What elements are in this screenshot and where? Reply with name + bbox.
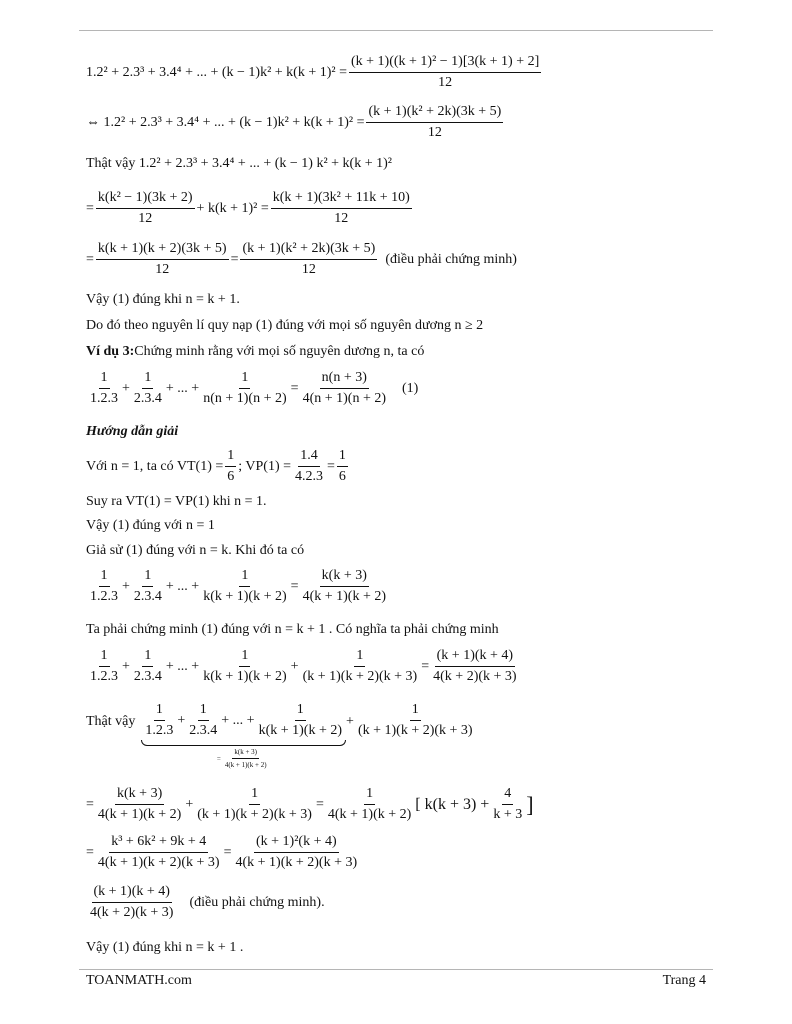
equation-line-4: = $\frac{\text{k(k² − 1)(3k + 2)}}{12}$ + k(k + 1)² = $\frac{\text{k(k + 1)(3k² + 11k + 10)}}{12}$: [86, 190, 410, 226]
footer-site: TOANMATH.com: [86, 973, 192, 988]
equation-tag: (1): [402, 380, 419, 396]
equation-line-17: $\frac{1}{1.2.3}$ + $\frac{1}{2.3.4}$ + ... + $\frac{1}{k(k + 1)(k + 2)}$ + $\frac{1}{(k + 1)(k + 2)(k + 3)}$ = $\frac{(k + 1)(k + 4)}{4(k + 2)(k + 3)}$: [90, 648, 517, 684]
fraction: $\frac{\text{k(k + 1)(3k² + 11k + 10)}}{12}$: [272, 190, 410, 226]
equation-line-21: $\frac{(k + 1)(k + 4)}{4(k + 2)(k + 3)}$ (điều phải chứng minh).: [90, 884, 325, 920]
equation-line-18: Thật vậy $\frac{1}{1.2.3}$ + $\frac{1}{2.3.4}$ + ... + $\frac{1}{k(k + 1)(k + 2)}$ = $\frac{k(k + 3)}{4(k + 1)(k + 2)}$ + $\frac{1}{(k + 1)(k + 2)(k + 3)}$: [86, 702, 473, 769]
example-heading: Ví dụ 3: Chứng minh rằng với mọi số nguyên dương n, ta có: [86, 344, 425, 359]
underbrace: [141, 740, 346, 746]
footer-rule: [79, 969, 713, 970]
text-line-14: Giả sử (1) đúng với n = k. Khi đó ta có: [86, 543, 305, 558]
text-line-6: Vậy (1) đúng khi n = k + 1.: [86, 292, 240, 307]
text-line-22: Vậy (1) đúng khi n = k + 1 .: [86, 940, 244, 955]
equation-line-19: = $\frac{k(k + 3)}{4(k + 1)(k + 2)}$ + $\frac{1}{(k + 1)(k + 2)(k + 3)}$ = $\frac{1}{4(k + 1)(k + 2)}$ [ k(k + 3) + $\frac{4}{k + 3}$ ]: [86, 786, 534, 822]
equation-line-2: [86, 104, 505, 141]
equation-line-1: [86, 54, 543, 91]
fraction: $\frac{\text{k(k² − 1)(3k + 2)}}{12}$: [97, 190, 193, 226]
text-line-3: Thật vậy 1.2² + 2.3³ + 3.4⁴ + ... + (k − 1) k² + k(k + 1)²: [86, 156, 392, 171]
fraction: $\frac{\text{(k + 1)((k + 1)² − 1)[3(k + 1) + 2]}}{12}$: [350, 54, 540, 90]
fraction: $\frac{\text{(k + 1)(k² + 2k)(3k + 5)}}{12}$: [368, 104, 502, 140]
equation-line-9: $\frac{1}{1.2.3}$ + $\frac{1}{2.3.4}$ + ... + $\frac{1}{n(n + 1)(n + 2)}$ = $\frac{n(n + 3)}{4(n + 1)(n + 2)}$ (1): [90, 370, 419, 406]
equation-line-5: = $\frac{k(k + 1)(k + 2)(3k + 5)}{12}$ = $\frac{\text{(k + 1)(k² + 2k)(3k + 5)}}{12}$ (điều phải chứng minh): [86, 241, 517, 277]
text-line-12: Suy ra VT(1) = VP(1) khi n = 1.: [86, 494, 267, 509]
header-rule: [79, 30, 713, 31]
qed-note: (điều phải chứng minh): [385, 251, 517, 267]
footer-page-number: Trang 4: [662, 973, 706, 988]
fraction: $\frac{k(k + 1)(k + 2)(3k + 5)}{12}$: [97, 241, 227, 277]
equation-line-20: = $\frac{\text{k³ + 6k² + 9k + 4}}{4(k + 1)(k + 2)(k + 3)}$ = $\frac{\text{(k + 1)²(k + 4)}}{4(k + 1)(k + 2)(k + 3)}$: [86, 834, 358, 870]
equation-lhs: 1.2² + 2.3³ + 3.4⁴ + ... + (k − 1)k² + k(k + 1)² =: [86, 64, 347, 80]
underbrace-group: $\frac{1}{1.2.3}$ + $\frac{1}{2.3.4}$ + ... + $\frac{1}{k(k + 1)(k + 2)}$ = $\frac{k(k + 3)}{4(k + 1)(k + 2)}$: [141, 702, 346, 769]
text-line-13: Vậy (1) đúng với n = 1: [86, 518, 215, 533]
fraction: $\frac{\text{(k + 1)(k² + 2k)(3k + 5)}}{12}$: [242, 241, 376, 277]
equation-line-15: $\frac{1}{1.2.3}$ + $\frac{1}{2.3.4}$ + ... + $\frac{1}{k(k + 1)(k + 2)}$ = $\frac{k(k + 3)}{4(k + 1)(k + 2)}$: [90, 568, 387, 604]
qed-note: (điều phải chứng minh).: [189, 894, 325, 910]
equation-line-11: Với n = 1, ta có VT(1) = $\frac{1}{6}$ ; VP(1) = $\frac{1.4}{4.2.3}$ = $\frac{1}{6}$: [86, 448, 346, 484]
solution-heading: Hướng dẫn giải: [86, 424, 179, 439]
text-line-16: Ta phải chứng minh (1) đúng với n = k + 1 . Có nghĩa ta phải chứng minh: [86, 622, 499, 637]
equation-lhs: ⇔ 1.2² + 2.3³ + 3.4⁴ + ... + (k − 1)k² + k(k + 1)² =: [86, 114, 365, 130]
text-line-7: Do đó theo nguyên lí quy nạp (1) đúng với mọi số nguyên dương n ≥ 2: [86, 318, 484, 333]
